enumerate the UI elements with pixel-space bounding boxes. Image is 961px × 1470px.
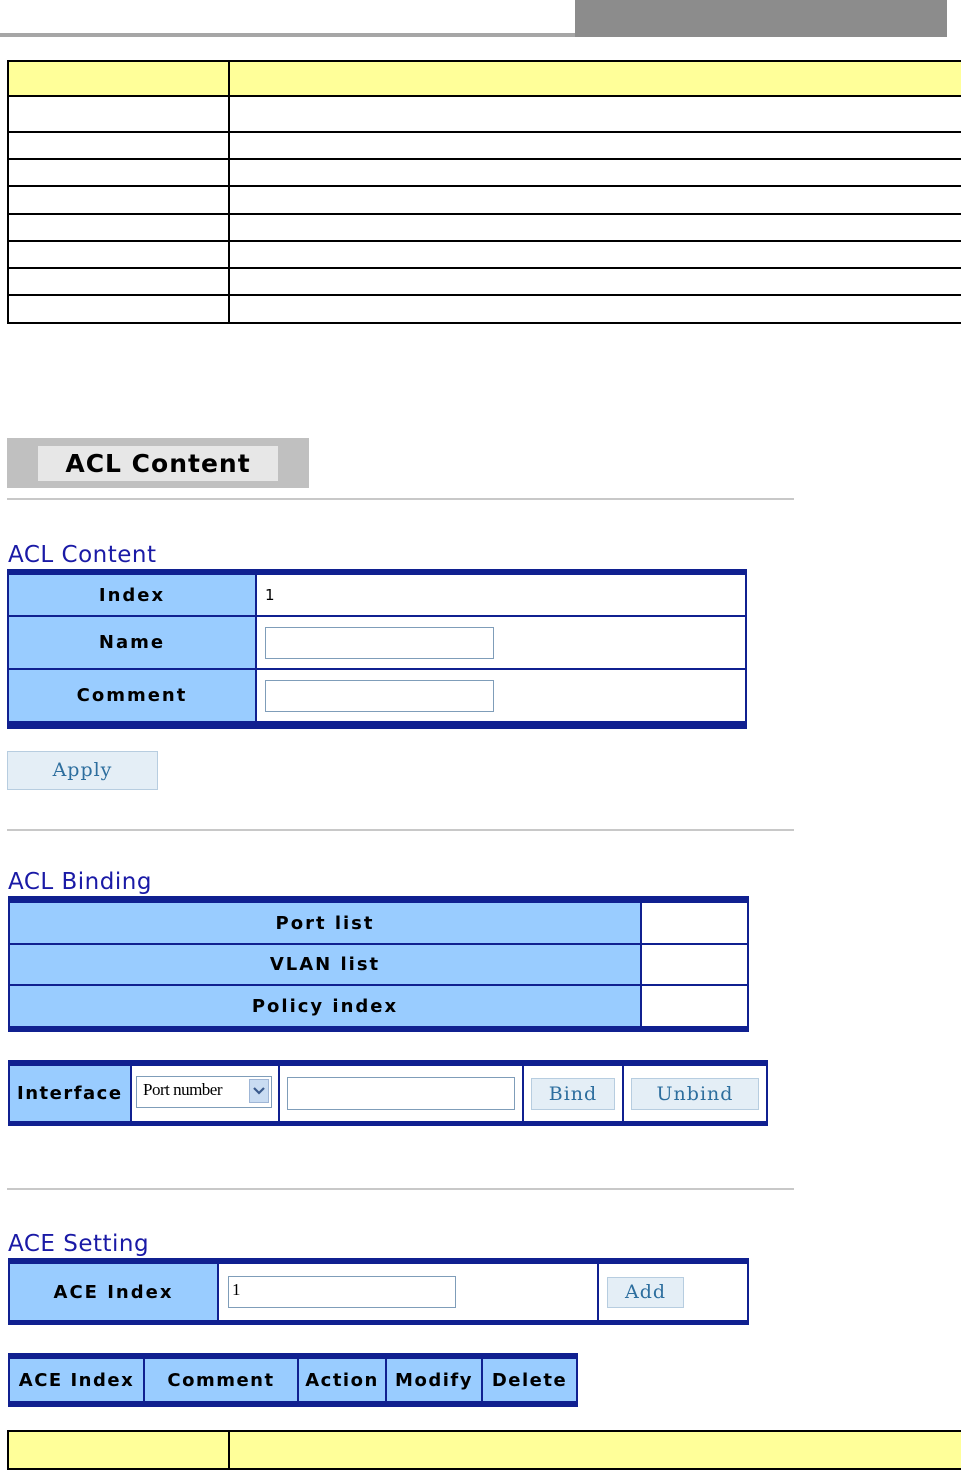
divider [7,1188,794,1190]
acl-content-section-title: ACL Content [8,542,157,568]
interface-label: Interface [10,1066,131,1121]
ace-list-header-row [10,1359,576,1401]
unbind-button[interactable]: Unbind [631,1078,759,1110]
index-value: 1 [265,586,275,604]
index-label: Index [9,575,256,616]
vlan-list-label: VLAN list [10,944,641,985]
ace-index-input[interactable]: 1 [228,1276,456,1308]
apply-button[interactable]: Apply [7,751,158,790]
ace-list-header: Comment [144,1359,298,1401]
acl-binding-table [10,903,747,1026]
add-button[interactable]: Add [607,1277,684,1308]
ace-setting-section-title: ACE Setting [8,1231,150,1257]
header-rule [0,33,575,37]
doc-table-top [7,60,961,324]
ace-list-table [10,1359,576,1401]
ace-index-label: ACE Index [10,1264,218,1320]
ace-list-header: Delete [482,1359,576,1401]
policy-index-label: Policy index [10,985,641,1026]
comment-label: Comment [9,669,256,721]
port-list-value [641,903,747,944]
interface-type-select[interactable] [136,1076,272,1108]
ace-list-header: Modify [386,1359,482,1401]
port-list-label: Port list [10,903,641,944]
bind-button[interactable]: Bind [531,1078,615,1110]
ace-list-header: ACE Index [10,1359,144,1401]
divider [7,829,794,831]
vlan-list-value [641,944,747,985]
page-title: ACL Content [38,446,278,481]
chevron-down-icon[interactable] [249,1079,269,1103]
interface-input[interactable] [287,1077,515,1110]
name-input[interactable] [265,627,494,659]
acl-content-table [9,575,745,721]
ace-index-row [10,1264,747,1320]
policy-index-value [641,985,747,1026]
interface-row [10,1066,766,1121]
interface-type-value: Port number [143,1079,223,1099]
ace-list-header: Action [298,1359,386,1401]
acl-binding-section-title: ACL Binding [8,869,152,895]
divider [7,498,794,500]
comment-input[interactable] [265,680,494,712]
doc-table-bottom [7,1430,961,1470]
header-block [575,0,947,37]
name-label: Name [9,616,256,669]
